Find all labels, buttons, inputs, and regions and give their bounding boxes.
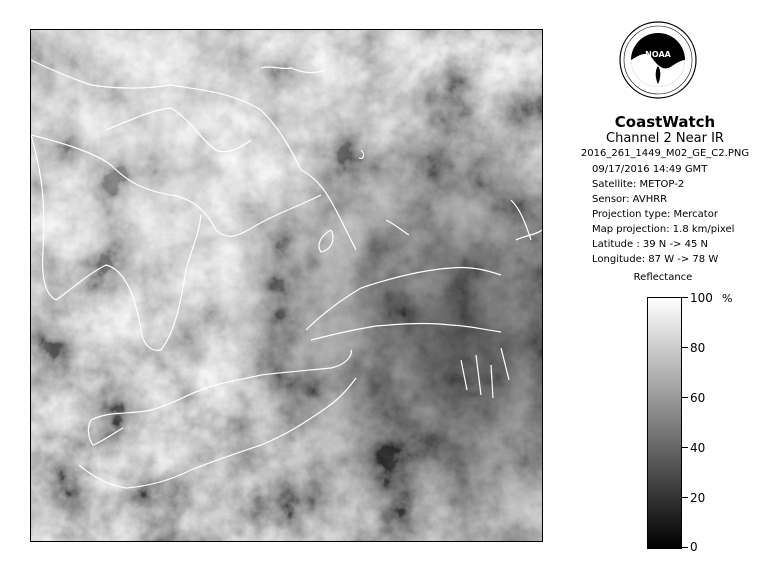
colorbar-tick-label: 20 xyxy=(690,491,706,505)
latitude-range: Latitude : 39 N -> 45 N xyxy=(592,239,708,250)
channel-subtitle: Channel 2 Near IR xyxy=(606,131,724,146)
colorbar-tick-label: 60 xyxy=(690,391,706,405)
projection-type: Projection type: Mercator xyxy=(592,209,718,220)
noaa-logo-text: NOAA xyxy=(645,50,671,59)
satellite-image-icon xyxy=(31,30,542,541)
colorbar-unit: % xyxy=(722,292,733,305)
colorbar xyxy=(647,297,682,549)
colorbar-tick-label: 0 xyxy=(690,540,698,554)
colorbar-tick xyxy=(682,497,688,498)
satellite-image xyxy=(30,29,543,542)
colorbar-tick xyxy=(682,547,688,548)
colorbar-tick-label: 80 xyxy=(690,341,706,355)
image-filename: 2016_261_1449_M02_GE_C2.PNG xyxy=(580,148,750,159)
colorbar-tick-label: 40 xyxy=(690,441,706,455)
colorbar-tick xyxy=(682,297,688,298)
sensor-name: Sensor: AVHRR xyxy=(592,194,668,205)
noaa-logo-icon xyxy=(618,20,698,100)
colorbar-label: Reflectance xyxy=(633,272,693,283)
noaa-logo xyxy=(618,20,698,100)
colorbar-tick xyxy=(682,397,688,398)
longitude-range: Longitude: 87 W -> 78 W xyxy=(592,254,719,265)
product-title: CoastWatch xyxy=(614,113,716,131)
colorbar-tick xyxy=(682,447,688,448)
colorbar-tick xyxy=(682,347,688,348)
colorbar-tick-label: 100 xyxy=(690,291,713,305)
satellite-name: Satellite: METOP-2 xyxy=(592,179,685,190)
map-projection: Map projection: 1.8 km/pixel xyxy=(592,224,735,235)
acquisition-datetime: 09/17/2016 14:49 GMT xyxy=(592,164,708,175)
